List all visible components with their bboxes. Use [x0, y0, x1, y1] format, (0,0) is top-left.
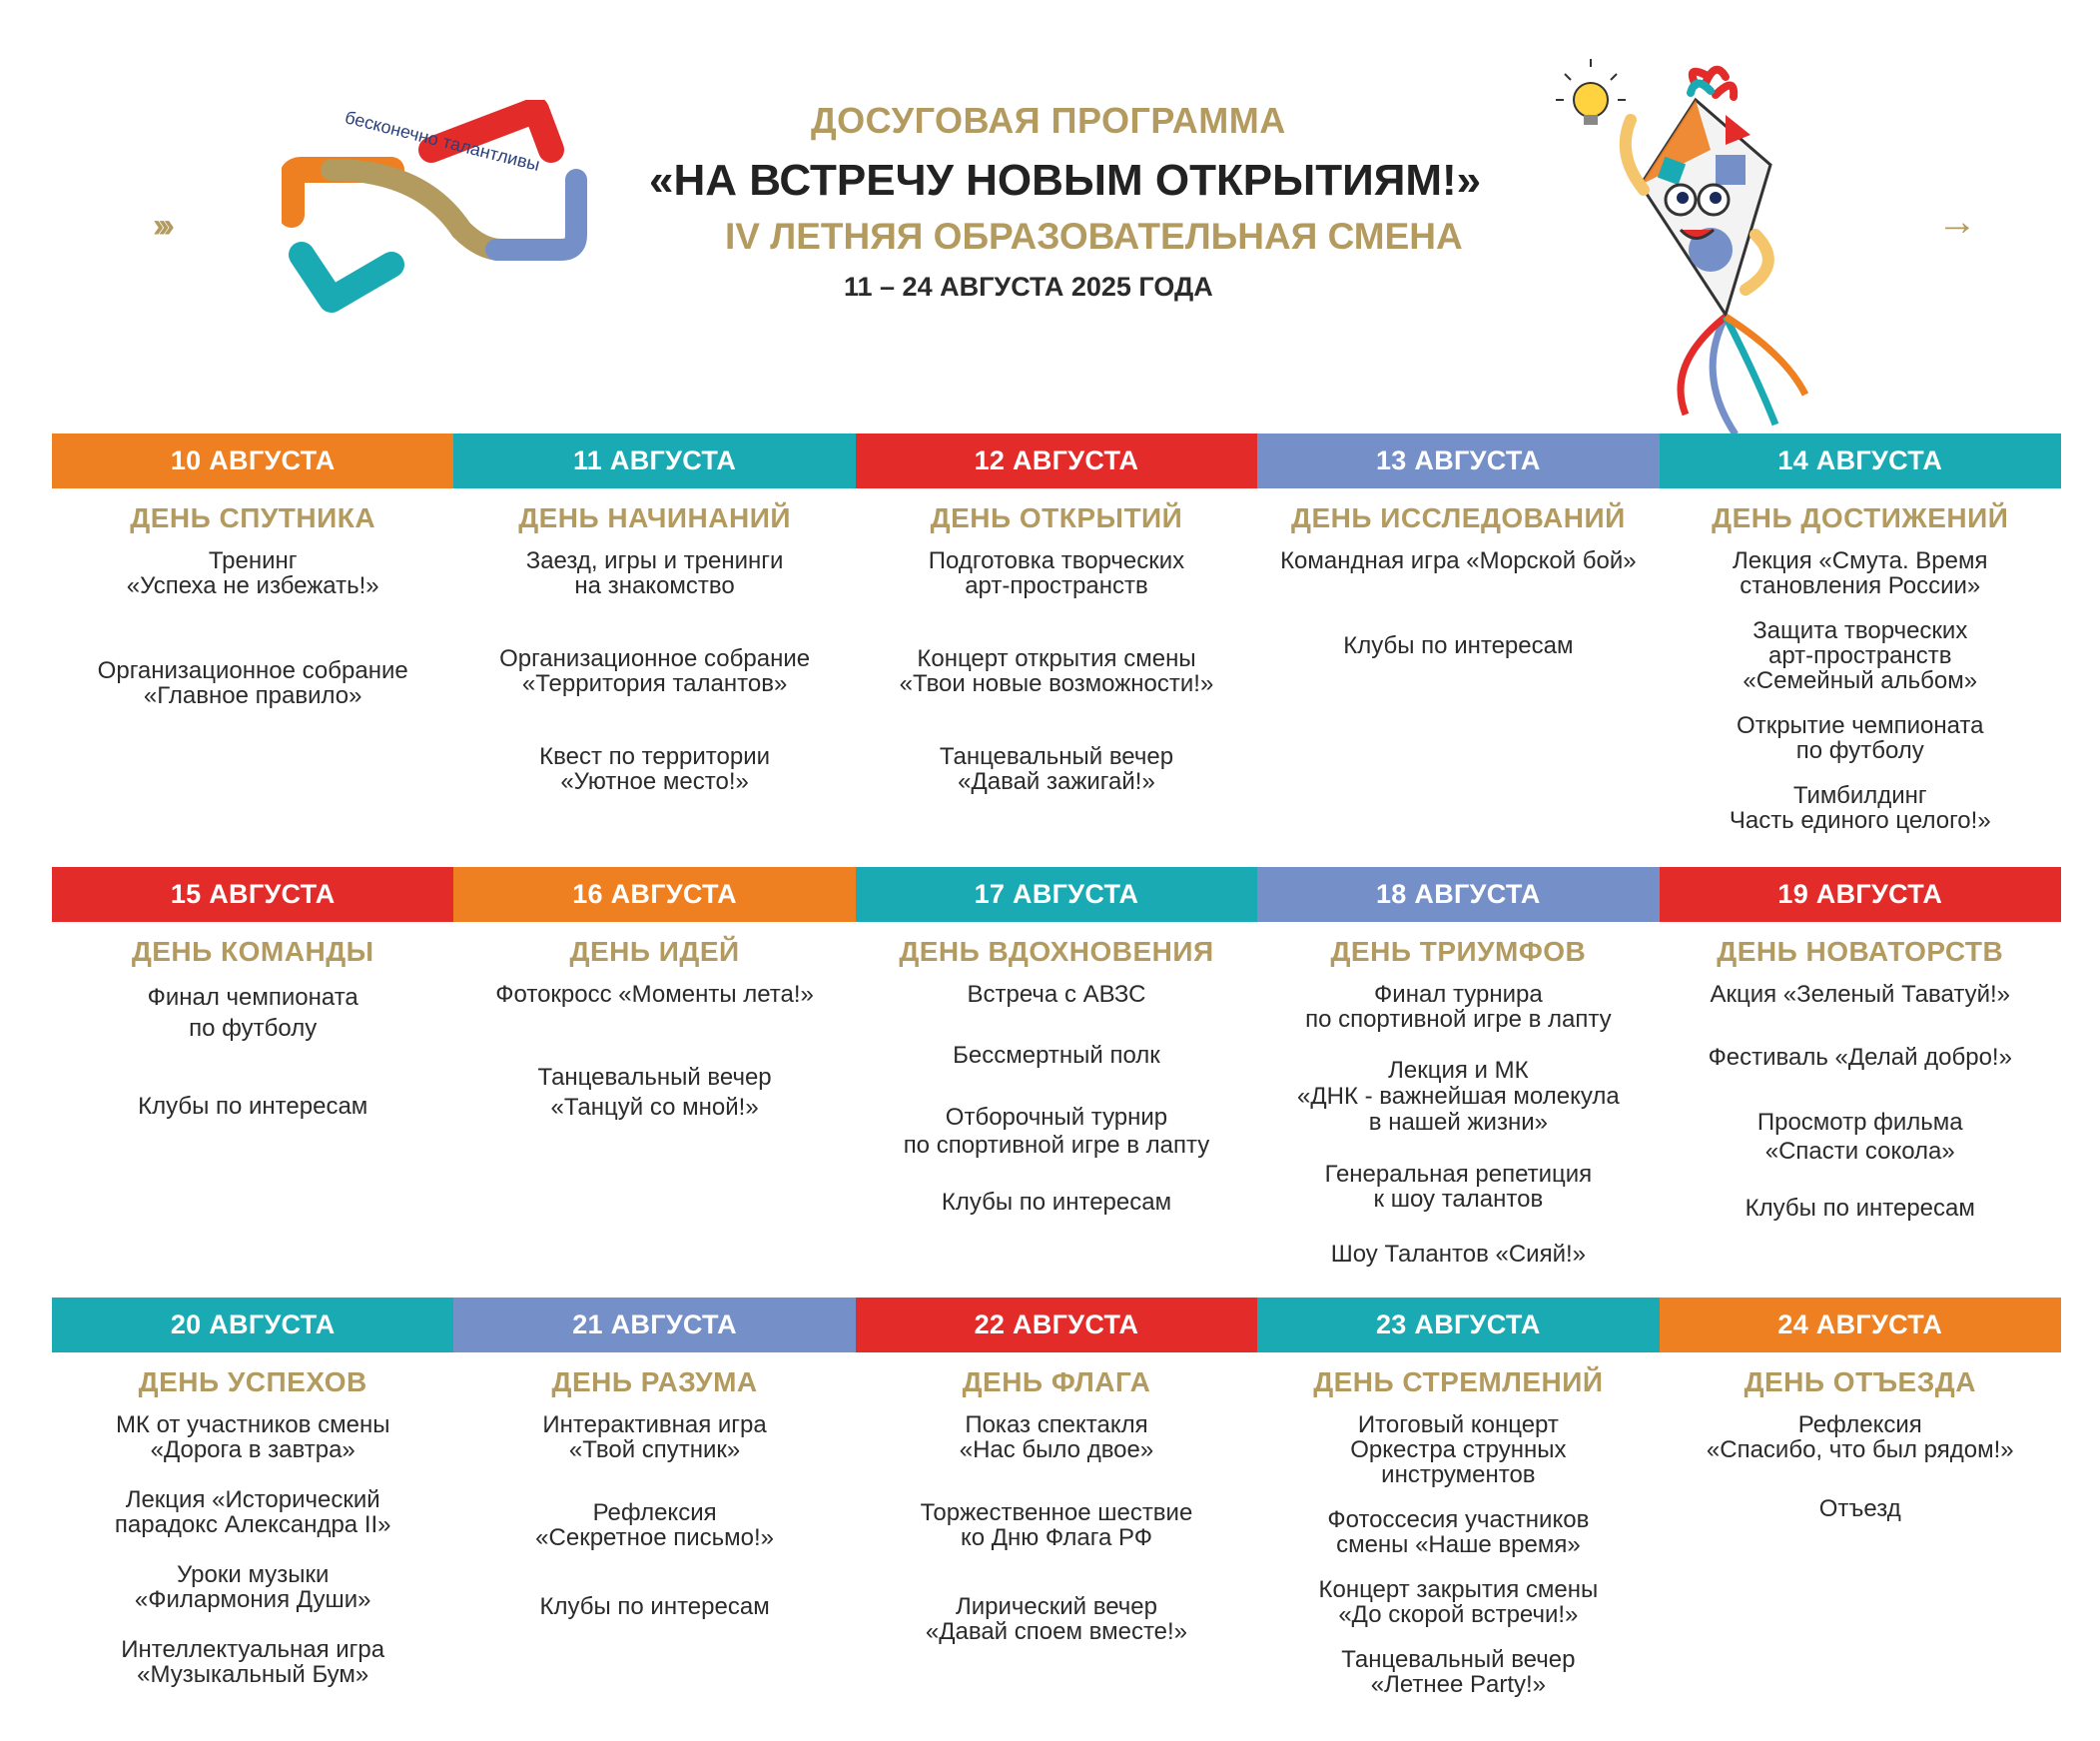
- event-item: Итоговый концерт Оркестра струнных инструментов: [1350, 1411, 1567, 1488]
- event-item: Показ спектакля «Нас было двое»: [959, 1411, 1154, 1463]
- program-dates: 11 – 24 АВГУСТА 2025 ГОДА: [844, 272, 1213, 302]
- day-column: [453, 1352, 855, 1723]
- day-title: ДЕНЬ ТРИУМФОВ: [1330, 936, 1587, 967]
- event-item: Организационное собрание «Территория талантов»: [499, 645, 811, 697]
- event-item: Торжественное шествие ко Дню Флага РФ: [920, 1499, 1193, 1551]
- day-title: ДЕНЬ УСПЕХОВ: [138, 1366, 367, 1397]
- program-label: ДОСУГОВАЯ ПРОГРАММА: [811, 100, 1286, 141]
- event-item: Концерт закрытия смены «До скорой встречи!»: [1318, 1576, 1599, 1628]
- event-item: Финал чемпионата по футболу: [147, 984, 358, 1042]
- event-item: Клубы по интересам: [539, 1593, 770, 1620]
- event-item: Клубы по интересам: [1343, 632, 1574, 659]
- day-title: ДЕНЬ ИДЕЙ: [569, 936, 740, 967]
- day-column: [1257, 1352, 1659, 1723]
- day-title: ДЕНЬ ДОСТИЖЕНИЙ: [1712, 502, 2009, 533]
- event-item: Тренинг «Успеха не избежать!»: [126, 547, 379, 599]
- day-column: [52, 922, 453, 1293]
- day-title: ДЕНЬ ФЛАГА: [962, 1366, 1151, 1397]
- event-item: Интеллектуальная игра «Музыкальный Бум»: [121, 1636, 385, 1688]
- event-item: Шоу Талантов «Сияй!»: [1330, 1241, 1586, 1268]
- event-item: Танцевальный вечер «Танцуй со мной!»: [537, 1064, 772, 1121]
- event-item: Уроки музыки «Филармония Души»: [134, 1561, 371, 1613]
- event-item: Просмотр фильма «Спасти сокола»: [1756, 1109, 1963, 1165]
- event-item: Тимбилдинг Часть единого целого!»: [1729, 782, 1991, 834]
- event-item: Защита творческих арт-пространств «Семейный альбом»: [1743, 617, 1978, 694]
- date-bar-row: [52, 434, 2061, 488]
- event-item: МК от участников смены «Дорога в завтра»: [115, 1411, 390, 1463]
- schedule-row-3: [52, 1298, 2061, 1723]
- day-column: [1257, 488, 1659, 859]
- program-subtitle: IV ЛЕТНЯЯ ОБРАЗОВАТЕЛЬНАЯ СМЕНА: [725, 216, 1463, 257]
- event-item: Интерактивная игра «Твой спутник»: [542, 1411, 767, 1463]
- date-header: 12 АВГУСТА: [856, 434, 1257, 488]
- event-item: Лекция «Смута. Время становления России»: [1733, 547, 1988, 599]
- day-column: [453, 488, 855, 859]
- day-column: [1257, 922, 1659, 1293]
- event-item: Квест по территории «Уютное место!»: [539, 743, 771, 795]
- day-column: [1660, 922, 2061, 1293]
- day-title: ДЕНЬ СТРЕМЛЕНИЙ: [1313, 1366, 1604, 1397]
- event-item: Командная игра «Морской бой»: [1280, 547, 1637, 574]
- day-column: [52, 488, 453, 859]
- event-item: Клубы по интересам: [138, 1093, 368, 1120]
- event-item: Фестиваль «Делай добро!»: [1708, 1044, 2012, 1071]
- date-header: 13 АВГУСТА: [1257, 434, 1659, 488]
- event-item: Открытие чемпионата по футболу: [1737, 712, 1984, 764]
- day-title: ДЕНЬ ОТКРЫТИЙ: [930, 502, 1183, 533]
- date-header: 14 АВГУСТА: [1660, 434, 2061, 488]
- date-bar-row: [52, 867, 2061, 922]
- event-item: Лекция «Исторический парадокс Александра II»: [114, 1486, 391, 1538]
- event-item: Генеральная репетиция к шоу талантов: [1324, 1161, 1593, 1213]
- day-title: ДЕНЬ РАЗУМА: [551, 1366, 758, 1397]
- day-column: [1660, 488, 2061, 859]
- date-header: 17 АВГУСТА: [856, 867, 1257, 922]
- day-column: [856, 1352, 1257, 1723]
- event-item: Подготовка творческих арт-пространств: [928, 547, 1185, 599]
- date-header: 21 АВГУСТА: [453, 1298, 855, 1352]
- day-title: ДЕНЬ СПУТНИКА: [130, 502, 376, 533]
- light-bulb-icon: [1556, 59, 1626, 125]
- day-title: ДЕНЬ НОВАТОРСТВ: [1717, 936, 2004, 967]
- day-title: ДЕНЬ ОТЪЕЗДА: [1744, 1366, 1976, 1397]
- event-item: Клубы по интересам: [941, 1189, 1172, 1216]
- date-header: 19 АВГУСТА: [1660, 867, 2061, 922]
- event-item: Встреча с АВЗС: [967, 981, 1146, 1008]
- event-item: Рефлексия «Секретное письмо!»: [535, 1499, 774, 1551]
- schedule-row-1: [52, 434, 2061, 859]
- date-header: 22 АВГУСТА: [856, 1298, 1257, 1352]
- event-item: Бессмертный полк: [953, 1042, 1160, 1069]
- day-title: ДЕНЬ НАЧИНАНИЙ: [518, 502, 791, 533]
- date-header: 24 АВГУСТА: [1660, 1298, 2061, 1352]
- day-column: [856, 488, 1257, 859]
- date-header: 20 АВГУСТА: [52, 1298, 453, 1352]
- day-column: [453, 922, 855, 1293]
- day-title: ДЕНЬ ИССЛЕДОВАНИЙ: [1291, 502, 1626, 533]
- event-item: Рефлексия «Спасибо, что был рядом!»: [1706, 1411, 2014, 1463]
- event-item: Лирический вечер «Давай споем вместе!»: [925, 1593, 1188, 1645]
- day-title: ДЕНЬ ВДОХНОВЕНИЯ: [899, 936, 1214, 967]
- page-header: [0, 0, 2100, 420]
- event-item: Танцевальный вечер «Давай зажигай!»: [939, 743, 1174, 795]
- event-item: Отъезд: [1818, 1495, 1901, 1522]
- day-title: ДЕНЬ КОМАНДЫ: [131, 936, 374, 967]
- date-header: 10 АВГУСТА: [52, 434, 453, 488]
- chevrons-icon: ›››: [153, 207, 169, 245]
- day-column: [52, 1352, 453, 1723]
- event-item: Финал турнира по спортивной игре в лапту: [1305, 981, 1612, 1033]
- event-item: Концерт открытия смены «Твои новые возможности!»: [899, 645, 1214, 697]
- date-bar-row: [52, 1298, 2061, 1352]
- event-item: Лекция и МК «ДНК - важнейшая молекула в нашей жизни»: [1297, 1057, 1620, 1136]
- date-header: 18 АВГУСТА: [1257, 867, 1659, 922]
- event-item: Акция «Зеленый Таватуй!»: [1710, 981, 2011, 1008]
- date-header: 15 АВГУСТА: [52, 867, 453, 922]
- event-item: Заезд, игры и тренинги на знакомство: [525, 547, 784, 599]
- date-header: 16 АВГУСТА: [453, 867, 855, 922]
- mascot-illustration: [1546, 55, 1875, 444]
- logo-text: бесконечно талантливы: [343, 107, 542, 176]
- event-item: Танцевальный вечер «Летнее Party!»: [1341, 1646, 1576, 1698]
- date-header: 11 АВГУСТА: [453, 434, 855, 488]
- program-title: «НА ВСТРЕЧУ НОВЫМ ОТКРЫТИЯМ!»: [649, 156, 1482, 205]
- event-item: Организационное собрание «Главное правило»: [97, 657, 408, 709]
- date-header: 23 АВГУСТА: [1257, 1298, 1659, 1352]
- schedule-row-2: [52, 867, 2061, 1293]
- logo: [282, 100, 601, 320]
- event-item: Фотокросс «Моменты лета!»: [495, 981, 814, 1008]
- event-item: Клубы по интересам: [1745, 1195, 1975, 1222]
- event-item: Отборочный турнир по спортивной игре в лапту: [903, 1104, 1210, 1159]
- arrow-right-icon: →: [1937, 200, 1977, 244]
- event-item: Фотоссесия участников смены «Наше время»: [1327, 1506, 1590, 1558]
- day-column: [1660, 1352, 2061, 1723]
- day-column: [856, 922, 1257, 1293]
